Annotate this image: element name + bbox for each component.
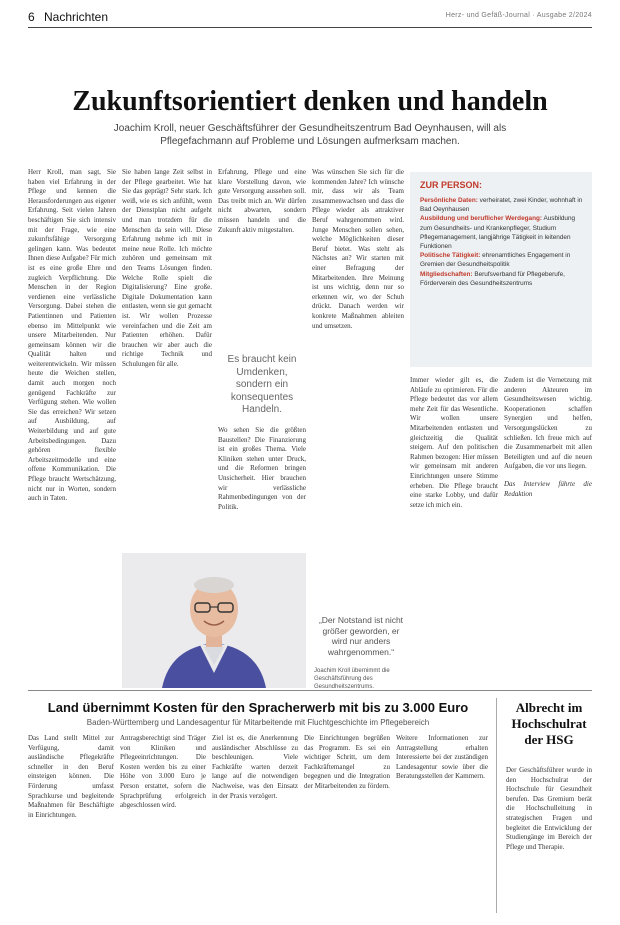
pull-quote-large: „Der Notstand ist nicht größer geworden, er wird nur anders wahrgenommen.“ <box>318 615 404 657</box>
article2-column-2: Antragsberechtigt sind Träger von Kliniken und Pflegeeinrichtungen. Die Kosten werden bis zu einer Höhe von 3.000 Euro je Person erstattet, sofern die Sprachprüfung erfolgreich abgeschlossen wird. <box>120 734 206 810</box>
article2-headline: Land übernimmt Kosten für den Spracherwerb mit bis zu 3.000 Euro <box>47 700 469 715</box>
infobox-value: Ausbildung zum Gesundheits- und Krankenpfleger, Studium Pflegemanagement, langjährige Tätigkeit in leitenden Funktionen <box>420 215 576 251</box>
infobox-label: Ausbildung und beruflicher Werdegang: <box>420 215 543 223</box>
portrait-photo <box>122 553 306 688</box>
interview-signature: Das Interview führte die Redaktion <box>504 479 592 498</box>
infobox-label: Mitgliedschaften: <box>420 270 473 278</box>
person-infobox <box>410 172 592 367</box>
sidebar-article-body: Der Geschäftsführer wurde in den Hochschulrat der Hochschule für Gesundheit berufen. Das Gremium berät die Hochschulleitung in strategischen Fragen und begleitet die Entwicklung der Studiengänge im Bereich der Pflege und Therapie. <box>506 766 592 851</box>
photo-caption: Joachim Kroll übernimmt die Geschäftsführung des Gesundheitszentrums. <box>314 668 390 690</box>
infobox-value: Berufsverband für Pflegeberufe, Förderverein des Gesundheitszentrums <box>420 270 565 287</box>
infobox-entry <box>420 251 584 269</box>
infobox-value: verheiratet, zwei Kinder, wohnhaft in Bad Oeynhausen <box>420 197 583 214</box>
article-column-1: Herr Kroll, man sagt, Sie haben viel Erfahrung in der Pflege und kennen die Herausforderungen aus eigener Erfahrung. Seit vielen Jahren beschäftigen Sie sich intensiv mit der Frage, wie eine zukunftsfähige Versorgung gelingen kann. Was bedeutet Ihnen diese Aufgabe? Für mich ist es eine große Ehre und zugleich Verpflichtung. Die Menschen in der Region verdienen eine verlässliche Versorgung. Dabei stehen die Patientinnen und Patienten ebenso im Mittelpunkt wie unsere Mitarbeitenden. Nur gemeinsam können wir die Qualität halten und weiterentwickeln. Wir müssen heute die Weichen stellen, damit auch morgen noch genügend Fachkräfte zur Verfügung stehen. Wie wollen Sie das erreichen? Wir setzen auf Ausbildung, auf Weiterbildung und auf gute Arbeitsbedingungen. Dazu gehören flexible Arbeitszeitmodelle und eine offene Kommunikation. Die Pflege braucht Wertschätzung, nicht nur in Worten, sondern auch in Taten. <box>28 168 116 503</box>
infobox-body <box>420 196 584 288</box>
article2-column-1: Das Land stellt Mittel zur Verfügung, damit ausländische Pflegekräfte schneller in den Beruf einsteigen können. Die Förderung umfasst Sprachkurse und begleitende Maßnahmen für Beschäftigte in Einrichtungen. <box>28 734 114 819</box>
article-column-6 <box>504 376 592 681</box>
article-column-3-bottom: Wo sehen Sie die größten Baustellen? Die Finanzierung ist ein großes Thema. Viele Kliniken stehen unter Druck, und die Reformen bringen Unsicherheit. Hier brauchen wir verlässliche Rahmenbedingungen von der Politik. <box>218 426 306 511</box>
column-6-text: Zudem ist die Vernetzung mit anderen Akteuren im Gesundheitswesen wichtig. Kooperationen schaffen Synergien und helfen, Versorgungslücken zu schließen. Ich freue mich auf die Zusammenarbeit mit allen Beteiligten und auf die neuen Aufgaben, die vor uns liegen. <box>504 376 592 471</box>
infobox-label: Persönliche Daten: <box>420 197 478 204</box>
article-column-3-top: Erfahrung, Pflege und eine klare Vorstellung davon, wie gute Versorgung aussehen soll. Das treibt mich an. Wir dürfen nicht abwarten, sondern müssen handeln und die Zukunft aktiv mitgestalten. <box>218 168 306 234</box>
infobox-entry <box>420 214 584 251</box>
infobox-title: ZUR PERSON: <box>420 180 483 190</box>
section-title: Nachrichten <box>44 10 109 24</box>
section-divider <box>28 690 592 691</box>
page-number: 6 <box>28 10 35 24</box>
article2-lede: Baden-Württemberg und Landesagentur für Mitarbeitende mit Fluchtgeschichte im Pflegebereich <box>86 718 430 727</box>
article-lede: Joachim Kroll, neuer Geschäftsführer der Gesundheitszentrum Bad Oeynhausen, will als Pflegefachmann auf Probleme und Lösungen aufmerksam machen. <box>113 123 507 147</box>
infobox-entry <box>420 196 584 214</box>
sidebar-divider <box>496 698 497 913</box>
sidebar-article-title: Albrecht im Hochschulrat der HSG <box>511 700 587 747</box>
article-column-2: Sie haben lange Zeit selbst in der Pflege gearbeitet. Wie hat Sie das geprägt? Sehr stark. Ich weiß, wie es sich anfühlt, wenn der Dienstplan nicht aufgeht und man trotzdem für die Menschen da sein will. Diese Erfahrung nehme ich mit in meine neue Rolle. Ich möchte zuhören und gemeinsam mit den Teams Lösungen finden. Welche Rolle spielt die Digitalisierung? Eine große. Digitale Dokumentation kann entlasten, wenn sie gut gemacht ist. Wir wollen Prozesse vereinfachen und die Zeit am Patienten erhöhen. Dafür brauchen wir aber auch die richtige Technik und Schulungen für alle. <box>122 168 212 368</box>
infobox-entry <box>420 270 584 288</box>
article2-column-4: Die Einrichtungen begrüßen das Programm. Es sei ein wichtiger Schritt, um dem Fachkräftemangel zu begegnen und die Integration der Mitarbeitenden zu fördern. <box>304 734 390 790</box>
article2-column-5: Weitere Informationen zur Antragstellung erhalten Interessierte bei der zuständigen Landesagentur sowie über die Beratungsstellen der Kammern. <box>396 734 488 781</box>
portrait-illustration <box>122 553 306 688</box>
infobox-label: Politische Tätigkeit: <box>420 252 481 260</box>
article-column-4: Was wünschen Sie sich für die kommenden Jahre? Ich wünsche mir, dass wir als Team zusammenwachsen und dass die Pflege wieder als attraktiver Beruf wahrgenommen wird. Junge Menschen sollen sehen, welche Möglichkeiten dieser Beruf bietet. Was steht als Nächstes an? Wir starten mit einer Befragung der Mitarbeitenden. Ihre Meinung ist uns wichtig, denn nur so erkennen wir, wo der Schuh drückt. Danach werden wir konkrete Maßnahmen ableiten und umsetzen. <box>312 168 404 330</box>
masthead-info: Herz- und Gefäß-Journal · Ausgabe 2/2024 <box>445 12 592 19</box>
article2-column-3: Ziel ist es, die Anerkennung ausländischer Abschlüsse zu beschleunigen. Viele Fachkräfte warten derzeit lange auf die notwendigen Nachweise, was den Einsatz in der Praxis verzögert. <box>212 734 298 800</box>
article-headline: Zukunftsorientiert denken und handeln <box>72 86 548 117</box>
pull-quote-small: Es braucht kein Umdenken, sondern ein konsequentes Handeln. <box>227 354 297 415</box>
infobox-value: ehrenamtliches Engagement in Gremien der Gesundheitspolitik <box>420 252 571 269</box>
header-divider <box>28 27 592 28</box>
article-column-5: Immer wieder gilt es, die Abläufe zu optimieren. Für die Pflege bedeutet das vor allem mehr Zeit für das Wesentliche. Wir wollen unsere Mitarbeitenden entlasten und gleichzeitig die Qualität steigern. Auf den politischen Rahmen bezogen: Hier müssen wir gemeinsam mit anderen Einrichtungen unsere Stimme erheben. Die Pflege braucht eine starke Lobby, und dafür setze ich mich ein. <box>410 376 498 509</box>
